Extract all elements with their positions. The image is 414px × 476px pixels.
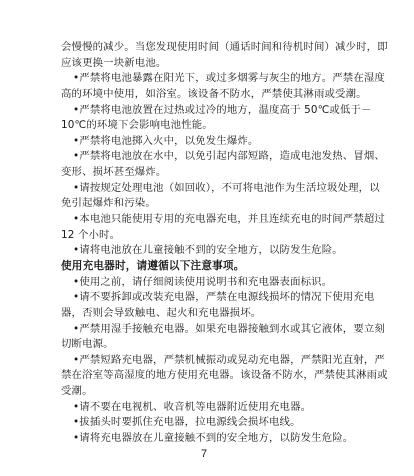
battery-bullet-line: •严禁将电池掷入火中，以免发生爆炸。 (73, 135, 259, 147)
charger-bullet-line: •请不要拆卸或改装充电器，严禁在电源线损坏的情况下使用充电 (73, 291, 375, 303)
charger-bullet-line: •严禁用湿手接触充电器。如果充电器接触到水或其它液体，要立刻 (73, 323, 385, 335)
battery-text-line: 12 个小时。 (61, 229, 121, 241)
page-number: 7 (201, 448, 208, 460)
battery-text-line: 变形、损坏甚至爆炸。 (61, 166, 167, 178)
battery-text-line: 10℃的环境下会影响电池性能。 (61, 119, 213, 131)
battery-bullet-line: •请按规定处理电池（如回收），不可将电池作为生活垃圾处理，以 (73, 182, 380, 194)
charger-section-heading: 使用充电器时，请遵循以下注意事项。 (61, 260, 245, 272)
charger-text-line: 切断电源。 (61, 338, 114, 350)
charger-bullet-line: •请不要在电视机、收音机等电器附近使用充电器。 (73, 401, 312, 413)
charger-text-line: 受潮。 (61, 385, 93, 397)
charger-bullet-line: •使用之前，请仔细阅读使用说明书和充电器表面标识。 (73, 276, 333, 288)
battery-bullet-line: •严禁将电池放置在过热或过冷的地方，温度高于 50℃或低于－ (73, 104, 372, 116)
charger-bullet-line: •严禁短路充电器，严禁机械振动或晃动充电器，严禁阳光直射，严 (73, 354, 385, 366)
charger-bullet-line: •请将充电器放在儿童接触不到的安全地方，以防发生危险。 (73, 432, 354, 444)
battery-bullet-line: •请将电池放在儿童接触不到的安全地方，以防发生危险。 (73, 244, 343, 256)
battery-text-line: 应该更换一块新电池。 (61, 57, 167, 69)
battery-bullet-line: •严禁将电池暴露在阳光下，或过多烟雾与灰尘的地方。严禁在湿度 (73, 72, 385, 84)
battery-bullet-line: •本电池只能使用专用的充电器充电，并且连续充电的时间严禁超过 (73, 213, 385, 225)
charger-bullet-line: •拔插头时要抓住充电器，拉电源线会损坏电线。 (73, 416, 301, 428)
battery-text-line: 会慢慢的减少。当您发现使用时间（通话时间和待机时间）减少时，即 (61, 41, 388, 53)
battery-text-line: 免引起爆炸和污染。 (61, 197, 156, 209)
battery-text-line: 高的环境中使用，如浴室。该设备不防水，严禁使其淋雨或受潮。 (61, 88, 367, 100)
charger-text-line: 禁在浴室等高湿度的地方使用充电器。该设备不防水，严禁使其淋雨或 (61, 369, 388, 381)
battery-bullet-line: •严禁将电池放在水中，以免引起内部短路，造成电池发热、冒烟、 (73, 150, 385, 162)
charger-text-line: 器，否则会导致触电、起火和充电器损坏。 (61, 307, 262, 319)
